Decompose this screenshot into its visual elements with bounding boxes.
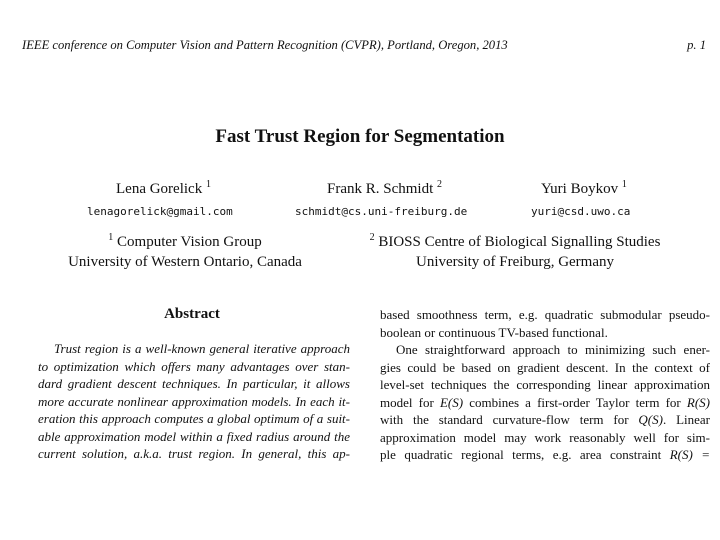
paper-title: Fast Trust Region for Segmentation (215, 126, 505, 147)
body-line (380, 394, 710, 412)
text-segment: ple quadratic regional terms, e.g. area constraint (380, 447, 670, 462)
affiliation-2-line2: University of Freiburg, Germany (415, 254, 615, 270)
affiliation-mark: 1 (205, 179, 211, 190)
author-2-email: schmidt@cs.uni-freiburg.de (295, 205, 468, 218)
page-number: p. 1 (687, 38, 706, 52)
venue-header: IEEE conference on Computer Vision and Pattern Recognition (CVPR), Portland, Oregon, 2013 (22, 38, 508, 52)
abstract-line: current solution, a.k.a. trust region. In general, this ap- (38, 446, 350, 461)
affiliation-mark: 2 (369, 232, 375, 243)
abstract-line: more accurate nonlinear approximation models. In each it- (38, 393, 350, 409)
body-line (380, 446, 710, 464)
text-segment: model for (380, 394, 440, 410)
author-name: Yuri Boykov (541, 181, 619, 197)
affiliation-2-line1 (345, 228, 685, 252)
affiliation-1-line1 (48, 228, 322, 252)
affiliation-mark: 1 (621, 179, 627, 190)
math-expression: R(S) = (669, 447, 710, 462)
affiliation-name: BIOSS Centre of Biological Signalling Studies (378, 234, 661, 250)
math-expression: E(S) (439, 394, 464, 410)
abstract-line: able approximation model within a fixed radius around the (38, 428, 350, 444)
body-line: boolean or continuous TV-based functional. (380, 324, 608, 340)
body-line: approximation model may work reasonably well for sim- (380, 429, 710, 445)
abstract-body (38, 340, 350, 463)
affiliation-2 (345, 228, 685, 272)
author-3 (541, 179, 627, 198)
abstract-line: eration this approach computes a global optimum of a suit- (38, 411, 350, 426)
math-expression: Q(S) (638, 412, 663, 427)
body-line: level-set techniques the corresponding linear approximation (380, 377, 710, 392)
author-1-email: lenagorelick@gmail.com (87, 205, 233, 218)
text-segment: combines a first-order Taylor term for (463, 394, 687, 410)
body-line: gies could be based on gradient descent. In the context of (380, 359, 710, 375)
abstract-line: Trust region is a well-known general iterative approach (54, 341, 350, 356)
body-line: One straightforward approach to minimizing such ener- (396, 342, 710, 357)
right-column-body (380, 306, 710, 464)
body-line: based smoothness term, e.g. quadratic submodular pseudo- (380, 307, 710, 322)
affiliation-1-line2: University of Western Ontario, Canada (68, 254, 302, 270)
math-expression: R(S) (686, 394, 710, 410)
affiliation-1 (48, 228, 322, 272)
affiliation-mark: 2 (437, 179, 443, 190)
abstract-line: dard gradient descent techniques. In particular, it allows (38, 376, 350, 391)
text-segment: with the standard curvature-flow term for (380, 412, 639, 427)
author-name: Lena Gorelick (116, 181, 203, 197)
author-2 (327, 179, 442, 198)
body-line (380, 411, 710, 429)
author-name: Frank R. Schmidt (327, 181, 434, 197)
affiliation-name: Computer Vision Group (117, 234, 262, 250)
affiliation-mark: 1 (108, 232, 114, 243)
author-3-email: yuri@csd.uwo.ca (531, 205, 631, 218)
text-segment: . Linear (662, 412, 710, 427)
abstract-line: to optimization which offers many advantages over stan- (38, 358, 350, 374)
abstract-heading: Abstract (164, 306, 220, 322)
author-1 (116, 179, 211, 198)
